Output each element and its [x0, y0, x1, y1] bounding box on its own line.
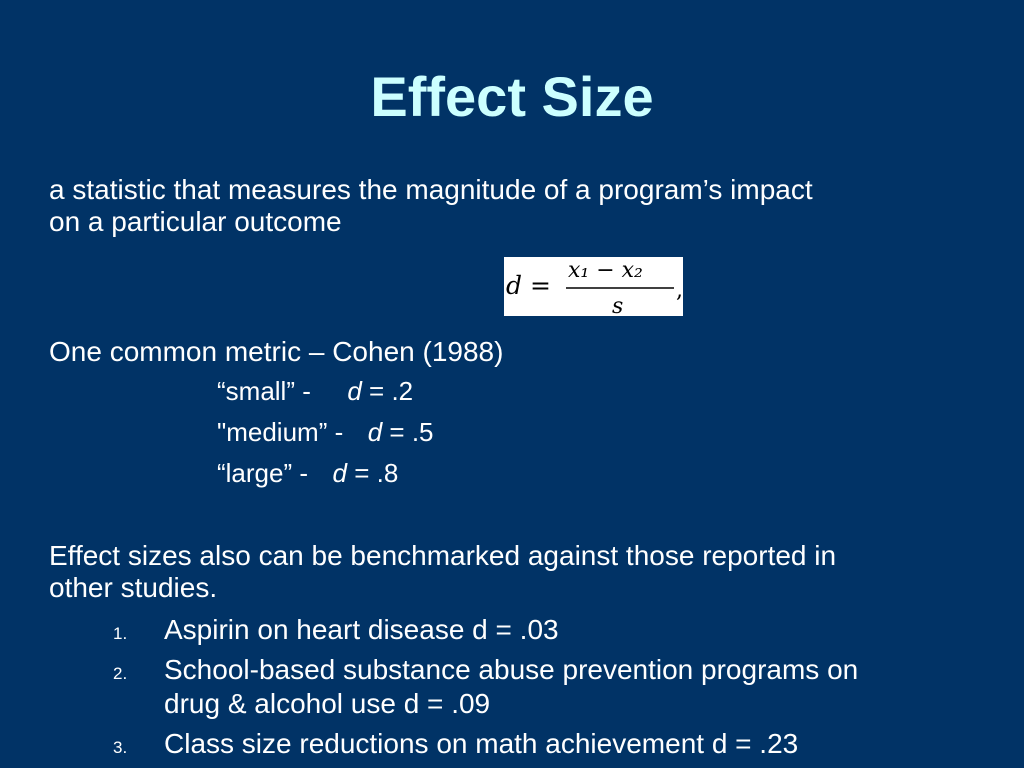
formula-trail: , [676, 278, 683, 303]
list-number: 3. [113, 738, 128, 757]
benchmark-line-1: Effect sizes also can be benchmarked against those reported in [49, 540, 837, 571]
scale-row-medium [217, 416, 434, 448]
definition-line-1: a statistic that measures the magnitude of a program’s impact [49, 174, 813, 205]
list-text: Aspirin on heart disease d = .03 [164, 614, 559, 645]
scale-label: “small” - [217, 376, 311, 406]
scale-var: d [347, 376, 362, 406]
scale-value: = .8 [354, 458, 399, 488]
list-text: Class size reductions on math achievement d = .23 [164, 728, 799, 759]
definition-line-2: on a particular outcome [49, 206, 342, 237]
list-text: School-based substance abuse prevention programs on [164, 654, 859, 685]
benchmark-line-2: other studies. [49, 572, 218, 603]
formula-lhs: d = [506, 271, 551, 300]
slide-title: Effect Size [370, 65, 654, 128]
scale-row-small [217, 375, 413, 407]
list-text-continued: drug & alcohol use d = .09 [164, 688, 491, 719]
effect-size-formula [504, 257, 683, 316]
list-number: 1. [113, 624, 128, 643]
scale-value: = .5 [389, 417, 434, 447]
scale-label: "medium” - [217, 417, 344, 447]
formula-denominator: s [612, 294, 624, 316]
list-number: 2. [113, 664, 128, 683]
scale-row-large [217, 457, 398, 489]
scale-var: d [332, 458, 347, 488]
metric-intro: One common metric – Cohen (1988) [49, 336, 504, 367]
scale-var: d [367, 417, 383, 447]
scale-value: = .2 [369, 376, 414, 406]
scale-label: “large” - [217, 458, 309, 488]
formula-numerator: x₁ − x₂ [568, 258, 643, 283]
